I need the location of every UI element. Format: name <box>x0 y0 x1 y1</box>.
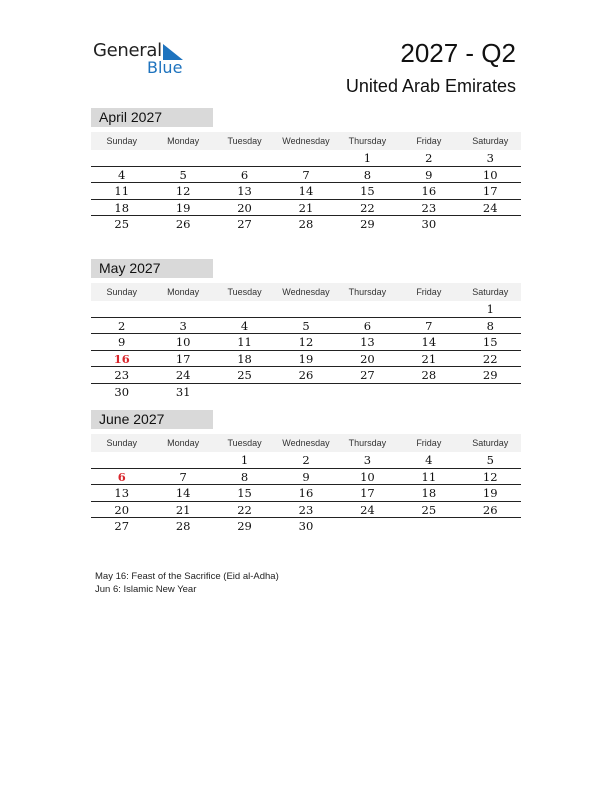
week-row <box>91 216 521 233</box>
week-row <box>91 518 521 535</box>
logo-blue-text: Blue <box>147 58 183 77</box>
weekday-label: Saturday <box>472 438 509 448</box>
weekday-label: Friday <box>416 136 442 146</box>
day-cell: 2 <box>118 318 126 333</box>
day-cell <box>460 216 521 233</box>
day-cell: 22 <box>237 502 252 517</box>
day-cell: 5 <box>302 318 310 333</box>
weekday-label: Monday <box>167 287 200 297</box>
day-cell: 22 <box>482 351 498 366</box>
day-cell: 4 <box>118 167 126 182</box>
day-cell: 21 <box>175 502 191 517</box>
day-cell <box>214 150 275 166</box>
day-cell: 3 <box>486 151 494 165</box>
day-cell: 10 <box>482 167 498 182</box>
day-cell: 16 <box>298 486 314 500</box>
week-row <box>91 469 521 486</box>
day-cell: 4 <box>240 318 249 333</box>
week-row <box>91 183 521 200</box>
week-row <box>91 150 521 167</box>
day-cell: 6 <box>240 167 249 182</box>
month-block <box>91 259 521 400</box>
day-cell: 23 <box>421 200 437 215</box>
day-cell: 13 <box>360 335 375 349</box>
day-cell: 23 <box>114 368 130 382</box>
day-cell <box>398 301 459 317</box>
day-cell: 15 <box>237 486 252 500</box>
day-cell: 29 <box>482 368 498 382</box>
day-cell <box>91 301 152 317</box>
day-cell: 10 <box>175 335 191 349</box>
weekday-label: Sunday <box>106 136 137 146</box>
day-cell: 20 <box>114 502 130 517</box>
day-cell: 17 <box>175 351 191 366</box>
day-cell: 18 <box>237 351 252 366</box>
day-cell <box>152 452 213 468</box>
day-cell: 7 <box>302 167 310 182</box>
day-cell: 17 <box>360 486 375 500</box>
day-cell: 22 <box>360 200 375 215</box>
weekday-label: Thursday <box>348 438 387 448</box>
day-cell: 2 <box>425 151 433 165</box>
weekday-header-row <box>91 283 521 301</box>
day-cell: 19 <box>298 351 314 366</box>
weekday-label: Saturday <box>472 136 509 146</box>
week-row <box>91 301 521 318</box>
logo <box>93 40 183 77</box>
weekday-label: Friday <box>416 438 442 448</box>
weekday-header-row <box>91 434 521 452</box>
day-cell: 27 <box>114 519 130 533</box>
day-cell: 24 <box>175 368 191 382</box>
day-cell: 30 <box>421 217 437 231</box>
day-cell: 1 <box>240 453 249 467</box>
weekday-label: Wednesday <box>282 136 330 146</box>
day-cell: 1 <box>486 302 494 316</box>
weekday-header-row <box>91 132 521 150</box>
holiday-day-cell: 6 <box>117 469 126 484</box>
day-cell: 16 <box>421 184 437 198</box>
country-name: United Arab Emirates <box>345 76 516 96</box>
day-cell: 26 <box>298 368 314 382</box>
week-row <box>91 318 521 335</box>
day-cell <box>398 384 459 401</box>
day-cell: 17 <box>482 184 498 198</box>
weekday-label: Sunday <box>106 287 137 297</box>
month-label: June 2027 <box>91 410 213 429</box>
day-cell: 23 <box>298 502 314 517</box>
day-cell <box>337 518 398 535</box>
day-cell <box>460 384 521 401</box>
weekday-label: Saturday <box>472 287 509 297</box>
weekday-label: Tuesday <box>227 438 262 448</box>
day-cell: 6 <box>363 318 372 333</box>
day-cell: 15 <box>482 335 498 349</box>
day-cell: 29 <box>237 519 252 533</box>
day-cell <box>91 150 152 166</box>
day-cell: 30 <box>298 519 314 533</box>
day-cell: 26 <box>482 502 498 517</box>
day-cell: 12 <box>175 184 191 198</box>
day-cell <box>398 518 459 535</box>
day-cell: 27 <box>360 368 375 382</box>
day-cell: 19 <box>482 486 498 500</box>
day-cell <box>91 452 152 468</box>
weekday-label: Thursday <box>348 287 387 297</box>
weekday-label: Friday <box>416 287 442 297</box>
day-cell: 24 <box>360 502 375 517</box>
month-label: May 2027 <box>91 259 213 278</box>
week-row <box>91 367 521 384</box>
day-cell: 15 <box>360 184 375 198</box>
day-cell: 30 <box>114 384 130 399</box>
day-cell: 11 <box>114 184 130 198</box>
day-cell: 8 <box>363 167 372 182</box>
day-cell <box>275 150 336 166</box>
day-cell: 18 <box>114 200 130 215</box>
week-row <box>91 485 521 502</box>
day-cell <box>214 301 275 317</box>
day-cell: 29 <box>360 217 375 231</box>
holiday-note: May 16: Feast of the Sacrifice (Eid al-Adha) <box>95 571 279 582</box>
day-cell: 31 <box>175 384 191 399</box>
day-cell: 4 <box>425 453 433 467</box>
day-cell: 13 <box>114 486 130 500</box>
day-cell: 3 <box>179 318 187 333</box>
day-cell: 2 <box>302 453 310 467</box>
holiday-note: Jun 6: Islamic New Year <box>95 584 197 595</box>
month-block <box>91 108 521 233</box>
day-cell: 8 <box>240 469 249 484</box>
day-cell: 14 <box>298 184 314 198</box>
day-cell: 7 <box>425 318 433 333</box>
day-cell: 12 <box>298 335 314 349</box>
week-row <box>91 200 521 217</box>
day-cell: 14 <box>421 335 437 349</box>
day-cell: 25 <box>421 502 437 517</box>
day-cell: 28 <box>175 519 191 533</box>
day-cell: 28 <box>298 217 314 231</box>
week-row <box>91 351 521 368</box>
weekday-label: Monday <box>167 438 200 448</box>
day-cell: 13 <box>237 184 252 198</box>
day-cell <box>152 301 213 317</box>
day-cell: 10 <box>360 469 375 484</box>
day-cell: 1 <box>363 151 372 165</box>
month-block <box>91 410 521 535</box>
day-cell: 3 <box>363 453 372 467</box>
week-row <box>91 334 521 351</box>
day-cell: 26 <box>175 217 191 231</box>
day-cell <box>337 384 398 401</box>
month-label: April 2027 <box>91 108 213 127</box>
day-cell <box>275 384 336 401</box>
week-row <box>91 167 521 184</box>
day-cell: 24 <box>482 200 498 215</box>
holiday-notes <box>95 570 279 596</box>
day-cell <box>337 301 398 317</box>
weekday-label: Wednesday <box>282 438 330 448</box>
day-cell: 28 <box>421 368 437 382</box>
day-cell: 9 <box>118 335 126 349</box>
day-cell <box>152 150 213 166</box>
day-cell: 19 <box>175 200 191 215</box>
day-cell: 21 <box>421 351 437 366</box>
weekday-label: Tuesday <box>227 287 262 297</box>
day-cell: 20 <box>237 200 252 215</box>
day-cell: 12 <box>482 469 498 484</box>
day-cell: 18 <box>421 486 437 500</box>
day-cell: 9 <box>302 469 310 484</box>
day-cell <box>214 384 275 401</box>
weekday-label: Wednesday <box>282 287 330 297</box>
day-cell: 21 <box>298 200 314 215</box>
week-row <box>91 384 521 401</box>
day-cell: 27 <box>237 217 252 231</box>
day-cell: 8 <box>486 318 494 333</box>
day-cell: 25 <box>237 368 252 382</box>
weekday-label: Thursday <box>348 136 387 146</box>
day-cell: 11 <box>421 469 437 484</box>
week-row <box>91 502 521 519</box>
day-cell: 20 <box>360 351 375 366</box>
day-cell: 5 <box>486 453 494 467</box>
day-cell: 5 <box>179 167 187 182</box>
day-cell <box>460 518 521 535</box>
day-cell <box>275 301 336 317</box>
day-cell: 25 <box>114 217 130 231</box>
day-cell: 11 <box>237 335 252 349</box>
day-cell: 7 <box>179 469 187 484</box>
day-cell: 14 <box>175 486 191 500</box>
weekday-label: Monday <box>167 136 200 146</box>
weekday-label: Tuesday <box>227 136 262 146</box>
day-cell: 9 <box>425 167 433 182</box>
holiday-day-cell: 16 <box>113 351 130 366</box>
page-title: 2027 - Q2 <box>400 38 516 68</box>
logo-general-text: General <box>93 40 162 61</box>
week-row <box>91 452 521 469</box>
weekday-label: Sunday <box>106 438 137 448</box>
